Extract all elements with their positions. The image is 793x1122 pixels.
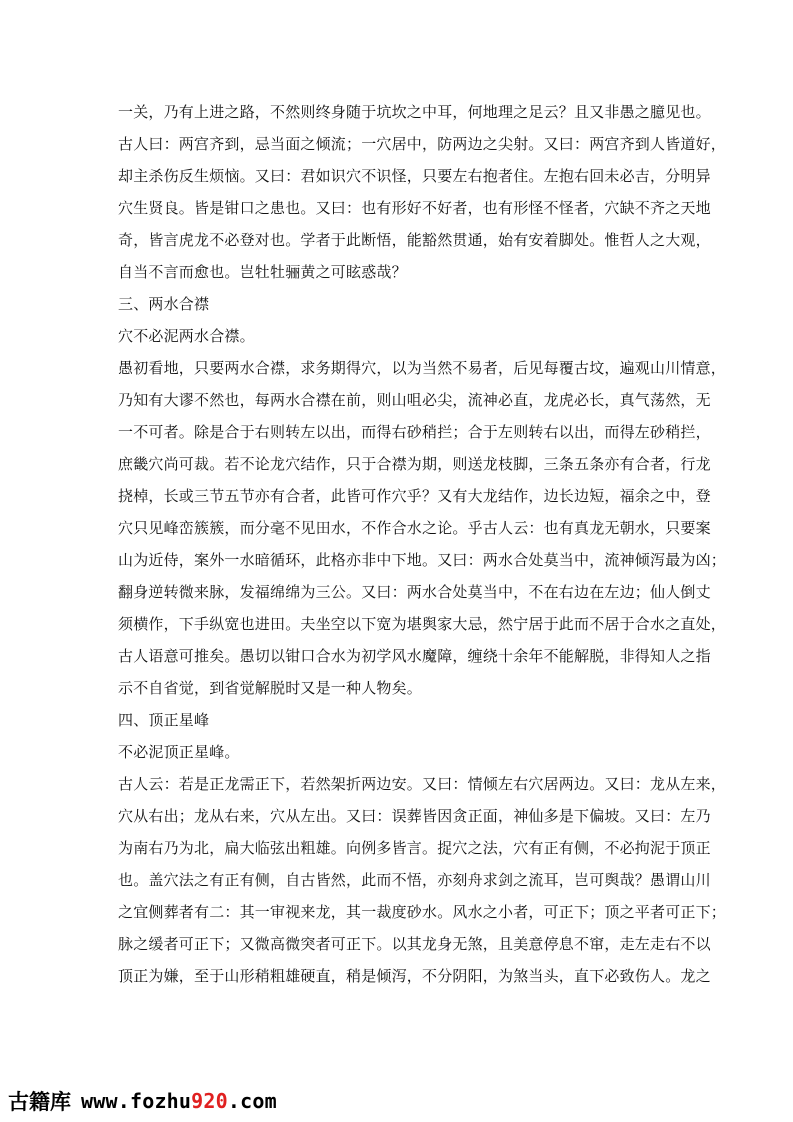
text-line: 奇，皆言虎龙不必登对也。学者于此断悟，能豁然贯通，始有安着脚处。惟哲人之大观， xyxy=(118,231,711,249)
text-line: 穴生贤良。皆是钳口之患也。又曰：也有形好不好者，也有形怪不怪者，穴缺不齐之天地 xyxy=(118,199,711,217)
text-line: 一关，乃有上进之路，不然则终身随于坑坎之中耳，何地理之足云？且又非愚之臆见也。 xyxy=(118,103,711,121)
text-line: 穴从右出；龙从右来，穴从左出。又曰：误葬皆因贪正面，神仙多是下偏坡。又曰：左乃 xyxy=(118,807,711,825)
footer-watermark xyxy=(8,1084,277,1118)
footer-brand: 古籍库 xyxy=(8,1090,71,1114)
text-line: 山为近侍，案外一水暗循环，此格亦非中下地。又曰：两水合处莫当中，流神倾泻最为凶； xyxy=(118,551,727,569)
text-line: 乃知有大谬不然也，每两水合襟在前，则山咀必尖，流神必直，龙虎必长，真气荡然，无 xyxy=(118,391,711,409)
text-line: 须横作，下手纵宽也进田。夫坐空以下宽为堪舆家大忌，然宁居于此而不居于合水之直处， xyxy=(118,615,727,633)
text-line: 穴只见峰峦簇簇，而分毫不见田水，不作合水之论。乎古人云：也有真龙无朝水，只要案 xyxy=(118,519,711,537)
text-line: 也。盖穴法之有正有侧，自古皆然，此而不悟，亦刻舟求剑之流耳，岂可舆哉？愚谓山川 xyxy=(118,871,711,889)
footer-url xyxy=(81,1089,277,1113)
text-line: 古人云：若是正龙需正下，若然架折两边安。又曰：情倾左右穴居两边。又曰：龙从左来， xyxy=(118,775,727,793)
text-line: 庶畿穴尚可裁。若不论龙穴结作，只于合襟为期，则送龙枝脚，三条五条亦有合者，行龙 xyxy=(118,455,711,473)
section-heading: 四、顶正星峰 xyxy=(118,711,210,729)
text-line: 愚初看地，只要两水合襟，求务期得穴，以为当然不易者，后见每覆古坟，遍观山川情意， xyxy=(118,359,727,377)
text-line: 脉之缓者可正下；又微高微突者可正下。以其龙身无煞，且美意停息不窜，走左走右不以 xyxy=(118,935,711,953)
text-line: 古人语意可推矣。愚切以钳口合水为初学风水魔障，缠绕十余年不能解脱，非得知人之指 xyxy=(118,647,711,665)
text-line: 翻身逆转微来脉，发福绵绵为三公。又曰：两水合处莫当中，不在右边在左边；仙人倒丈 xyxy=(118,583,711,601)
section-heading: 三、两水合襟 xyxy=(118,295,210,313)
section-thesis: 穴不必泥两水合襟。 xyxy=(118,327,255,345)
text-line: 却主杀伤反生烦恼。又曰：君如识穴不识怪，只要左右抱者住。左抱右回未必吉，分明异 xyxy=(118,167,711,185)
text-line: 自当不言而愈也。岂牡牡骊黄之可眩惑哉？ xyxy=(118,263,407,281)
text-line: 为南右乃为北，扁大临弦出粗雄。向例多皆言。捉穴之法，穴有正有侧，不必拘泥于顶正 xyxy=(118,839,711,857)
footer-url-number: 920 xyxy=(191,1089,228,1113)
text-line: 顶正为嫌，至于山形稍粗雄硬直，稍是倾泻，不分阴阳，为煞当头，直下必致伤人。龙之 xyxy=(118,967,711,985)
section-thesis: 不必泥顶正星峰。 xyxy=(118,743,240,761)
text-line: 示不自省觉，到省觉解脱时又是一种人物矣。 xyxy=(118,679,423,697)
text-line: 一不可者。除是合于右则转左以出，而得右砂稍拦；合于左则转右以出，而得左砂稍拦， xyxy=(118,423,711,441)
footer-url-prefix: www.fozhu xyxy=(81,1089,192,1113)
footer-url-suffix: .com xyxy=(227,1089,277,1113)
document-body xyxy=(118,96,727,992)
text-line: 古人曰：两宫齐到，忌当面之倾流；一穴居中，防两边之尖射。又曰：两宫齐到人皆道好， xyxy=(118,135,727,153)
text-line: 挠棹，长或三节五节亦有合者，此皆可作穴乎？又有大龙结作，边长边短，福余之中，登 xyxy=(118,487,711,505)
text-line: 之宜侧葬者有二：其一审视来龙，其一裁度砂水。风水之小者，可正下；顶之平者可正下； xyxy=(118,903,727,921)
